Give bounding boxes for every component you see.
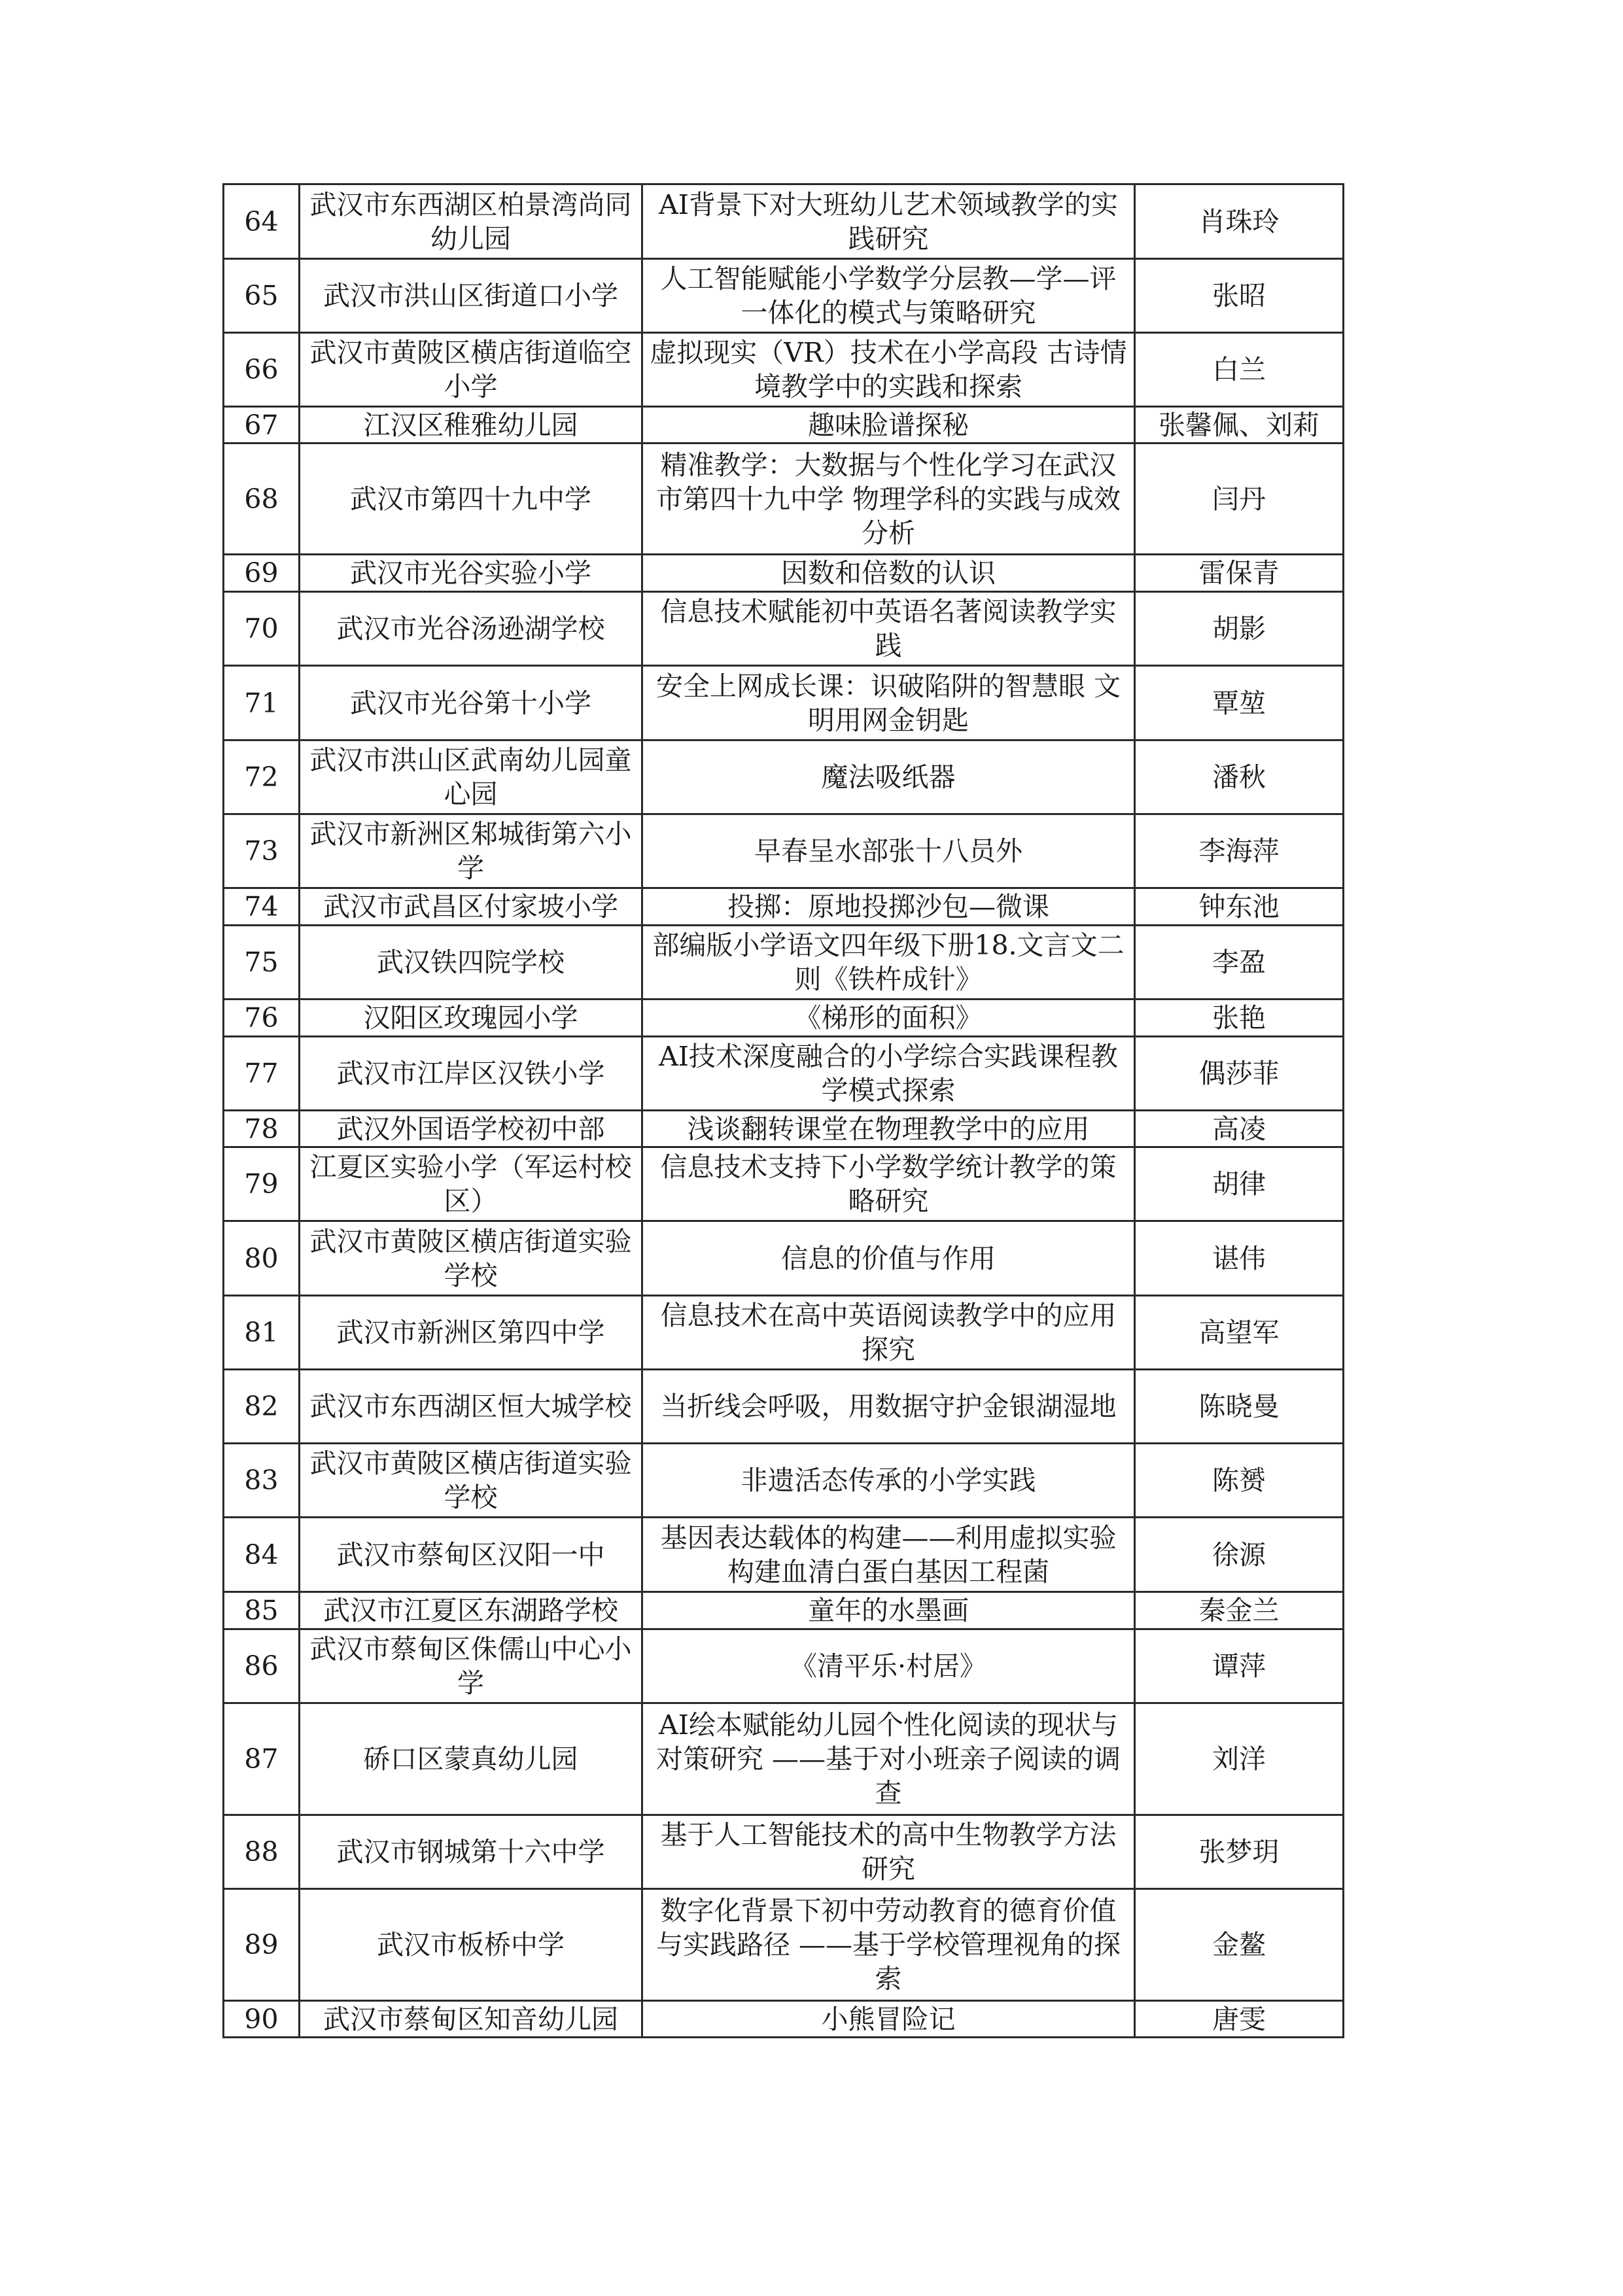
author-name: 刘洋 [1135,1703,1344,1815]
table-row [224,740,1344,814]
row-number: 66 [224,333,300,407]
row-number: 78 [224,1111,300,1147]
work-title: 信息技术支持下小学数学统计教学的策略研究 [642,1147,1135,1221]
school-name: 武汉市钢城第十六中学 [300,1815,642,1889]
school-name: 武汉市板桥中学 [300,1889,642,2001]
author-name: 张艳 [1135,1000,1344,1037]
school-name: 江夏区实验小学（军运村校区） [300,1147,642,1221]
table-body [224,184,1344,2038]
author-name: 钟东池 [1135,888,1344,926]
work-title: AI绘本赋能幼儿园个性化阅读的现状与对策研究 ——基于对小班亲子阅读的调查 [642,1703,1135,1815]
school-name: 武汉市蔡甸区知音幼儿园 [300,2001,642,2038]
school-name: 武汉市东西湖区柏景湾尚同幼儿园 [300,184,642,259]
table-row [224,1221,1344,1296]
table-row [224,666,1344,740]
work-title: 基于人工智能技术的高中生物教学方法研究 [642,1815,1135,1889]
table-row [224,184,1344,259]
school-name: 武汉外国语学校初中部 [300,1111,642,1147]
work-title: 信息的价值与作用 [642,1221,1135,1296]
author-name: 雷保青 [1135,555,1344,592]
author-name: 肖珠玲 [1135,184,1344,259]
school-name: 武汉市新洲区第四中学 [300,1296,642,1370]
school-name: 武汉市光谷实验小学 [300,555,642,592]
school-name: 汉阳区玫瑰园小学 [300,1000,642,1037]
author-name: 高凌 [1135,1111,1344,1147]
row-number: 90 [224,2001,300,2038]
row-number: 84 [224,1518,300,1592]
school-name: 武汉市黄陂区横店街道临空小学 [300,333,642,407]
author-name: 闫丹 [1135,444,1344,555]
work-title: 信息技术在高中英语阅读教学中的应用探究 [642,1296,1135,1370]
row-number: 85 [224,1592,300,1629]
author-name: 胡律 [1135,1147,1344,1221]
author-name: 高望军 [1135,1296,1344,1370]
author-name: 张馨佩、刘莉 [1135,407,1344,444]
table-row [224,1147,1344,1221]
table-row [224,555,1344,592]
table-row [224,592,1344,666]
table-row [224,1518,1344,1592]
work-title: 虚拟现实（VR）技术在小学高段 古诗情境教学中的实践和探索 [642,333,1135,407]
work-title: AI背景下对大班幼儿艺术领域教学的实践研究 [642,184,1135,259]
school-name: 武汉市江岸区汉铁小学 [300,1037,642,1111]
table-row [224,1037,1344,1111]
table-row [224,1370,1344,1444]
author-name: 张梦玥 [1135,1815,1344,1889]
award-list-table [222,183,1344,2038]
school-name: 武汉市光谷第十小学 [300,666,642,740]
table-row [224,2001,1344,2038]
table-row [224,1111,1344,1147]
row-number: 70 [224,592,300,666]
work-title: 部编版小学语文四年级下册18.文言文二则《铁杵成针》 [642,926,1135,1000]
table-row [224,407,1344,444]
author-name: 秦金兰 [1135,1592,1344,1629]
school-name: 武汉市东西湖区恒大城学校 [300,1370,642,1444]
row-number: 67 [224,407,300,444]
school-name: 武汉市洪山区武南幼儿园童心园 [300,740,642,814]
school-name: 武汉市洪山区街道口小学 [300,259,642,333]
row-number: 87 [224,1703,300,1815]
table-row [224,888,1344,926]
school-name: 武汉市第四十九中学 [300,444,642,555]
school-name: 武汉市黄陂区横店街道实验学校 [300,1221,642,1296]
row-number: 82 [224,1370,300,1444]
author-name: 覃堃 [1135,666,1344,740]
school-name: 武汉市新洲区邾城街第六小学 [300,814,642,888]
author-name: 胡影 [1135,592,1344,666]
table-row [224,1000,1344,1037]
work-title: 小熊冒险记 [642,2001,1135,2038]
school-name: 武汉市武昌区付家坡小学 [300,888,642,926]
work-title: 早春呈水部张十八员外 [642,814,1135,888]
table-row [224,444,1344,555]
work-title: 数字化背景下初中劳动教育的德育价值与实践路径 ——基于学校管理视角的探索 [642,1889,1135,2001]
school-name: 武汉市蔡甸区侏儒山中心小学 [300,1629,642,1703]
work-title: 趣味脸谱探秘 [642,407,1135,444]
row-number: 86 [224,1629,300,1703]
school-name: 武汉市江夏区东湖路学校 [300,1592,642,1629]
work-title: 人工智能赋能小学数学分层教—学—评一体化的模式与策略研究 [642,259,1135,333]
author-name: 偶莎菲 [1135,1037,1344,1111]
work-title: 魔法吸纸器 [642,740,1135,814]
author-name: 谌伟 [1135,1221,1344,1296]
table-row [224,1296,1344,1370]
author-name: 潘秋 [1135,740,1344,814]
work-title: 基因表达载体的构建——利用虚拟实验构建血清白蛋白基因工程菌 [642,1518,1135,1592]
work-title: 安全上网成长课：识破陷阱的智慧眼 文明用网金钥匙 [642,666,1135,740]
table-row [224,814,1344,888]
work-title: 投掷：原地投掷沙包—微课 [642,888,1135,926]
row-number: 73 [224,814,300,888]
row-number: 80 [224,1221,300,1296]
author-name: 金鳌 [1135,1889,1344,2001]
table-row [224,333,1344,407]
row-number: 74 [224,888,300,926]
author-name: 谭萍 [1135,1629,1344,1703]
row-number: 75 [224,926,300,1000]
row-number: 88 [224,1815,300,1889]
row-number: 65 [224,259,300,333]
school-name: 硚口区蒙真幼儿园 [300,1703,642,1815]
author-name: 唐雯 [1135,2001,1344,2038]
table-row [224,1889,1344,2001]
author-name: 徐源 [1135,1518,1344,1592]
work-title: 非遗活态传承的小学实践 [642,1444,1135,1518]
row-number: 79 [224,1147,300,1221]
work-title: 《梯形的面积》 [642,1000,1135,1037]
school-name: 江汉区稚雅幼儿园 [300,407,642,444]
row-number: 68 [224,444,300,555]
work-title: 浅谈翻转课堂在物理教学中的应用 [642,1111,1135,1147]
school-name: 武汉市黄陂区横店街道实验学校 [300,1444,642,1518]
table-row [224,259,1344,333]
work-title: 精准教学：大数据与个性化学习在武汉市第四十九中学 物理学科的实践与成效分析 [642,444,1135,555]
row-number: 69 [224,555,300,592]
table-row [224,926,1344,1000]
author-name: 张昭 [1135,259,1344,333]
work-title: 《清平乐·村居》 [642,1629,1135,1703]
author-name: 白兰 [1135,333,1344,407]
author-name: 陈晓曼 [1135,1370,1344,1444]
author-name: 李盈 [1135,926,1344,1000]
school-name: 武汉铁四院学校 [300,926,642,1000]
author-name: 陈赟 [1135,1444,1344,1518]
row-number: 64 [224,184,300,259]
row-number: 77 [224,1037,300,1111]
author-name: 李海萍 [1135,814,1344,888]
work-title: 当折线会呼吸，用数据守护金银湖湿地 [642,1370,1135,1444]
table-row [224,1444,1344,1518]
work-title: AI技术深度融合的小学综合实践课程教学模式探索 [642,1037,1135,1111]
school-name: 武汉市蔡甸区汉阳一中 [300,1518,642,1592]
work-title: 信息技术赋能初中英语名著阅读教学实践 [642,592,1135,666]
row-number: 76 [224,1000,300,1037]
row-number: 72 [224,740,300,814]
work-title: 因数和倍数的认识 [642,555,1135,592]
row-number: 89 [224,1889,300,2001]
table-row [224,1703,1344,1815]
row-number: 83 [224,1444,300,1518]
table-row [224,1629,1344,1703]
school-name: 武汉市光谷汤逊湖学校 [300,592,642,666]
row-number: 71 [224,666,300,740]
work-title: 童年的水墨画 [642,1592,1135,1629]
table-row [224,1815,1344,1889]
table-row [224,1592,1344,1629]
row-number: 81 [224,1296,300,1370]
